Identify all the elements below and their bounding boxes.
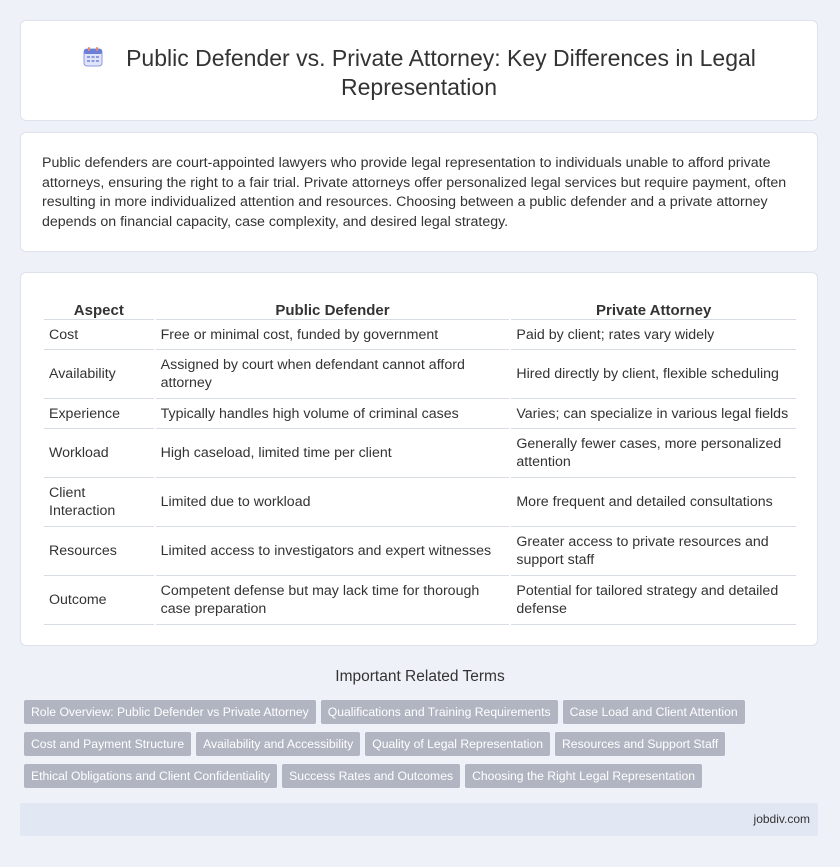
row-aspect: Cost — [44, 320, 154, 350]
row-private-attorney: Paid by client; rates vary widely — [511, 320, 796, 350]
footer-site-link[interactable]: jobdiv.com — [753, 812, 810, 826]
row-private-attorney: More frequent and detailed consultations — [511, 478, 796, 527]
comparison-card — [20, 272, 818, 646]
row-private-attorney: Greater access to private resources and support staff — [511, 527, 796, 576]
tag-case-load[interactable]: Case Load and Client Attention — [563, 700, 745, 724]
tag-success-rates[interactable]: Success Rates and Outcomes — [282, 764, 460, 788]
row-aspect: Client Interaction — [44, 478, 154, 527]
tag-role-overview[interactable]: Role Overview: Public Defender vs Private Attorney — [24, 700, 316, 724]
tag-quality[interactable]: Quality of Legal Representation — [365, 732, 550, 756]
row-private-attorney: Varies; can specialize in various legal fields — [511, 399, 796, 429]
tag-row — [24, 764, 814, 796]
table-row — [44, 399, 796, 429]
row-public-defender: Assigned by court when defendant cannot afford attorney — [156, 350, 510, 399]
title-card — [20, 20, 818, 121]
page-title-wrap — [21, 44, 817, 102]
row-private-attorney: Hired directly by client, flexible scheduling — [511, 350, 796, 399]
row-public-defender: Typically handles high volume of criminal cases — [156, 399, 510, 429]
related-terms-title: Important Related Terms — [335, 668, 505, 685]
tag-resources[interactable]: Resources and Support Staff — [555, 732, 725, 756]
tag-cost-payment[interactable]: Cost and Payment Structure — [24, 732, 191, 756]
footer — [20, 803, 818, 836]
row-aspect: Availability — [44, 350, 154, 399]
row-public-defender: High caseload, limited time per client — [156, 429, 510, 478]
table-row — [44, 527, 796, 576]
row-aspect: Experience — [44, 399, 154, 429]
tag-row — [24, 732, 814, 764]
row-public-defender: Free or minimal cost, funded by government — [156, 320, 510, 350]
tag-availability[interactable]: Availability and Accessibility — [196, 732, 360, 756]
table-row — [44, 320, 796, 350]
related-terms-tags — [24, 700, 814, 796]
comparison-table — [42, 293, 798, 625]
table-row — [44, 350, 796, 399]
row-public-defender: Competent defense but may lack time for thorough case preparation — [156, 576, 510, 625]
tag-row — [24, 700, 814, 732]
page-title: Public Defender vs. Private Attorney: Key Differences in Legal Representation — [126, 45, 756, 100]
table-row — [44, 429, 796, 478]
row-private-attorney: Potential for tailored strategy and detailed defense — [511, 576, 796, 625]
row-public-defender: Limited due to workload — [156, 478, 510, 527]
row-public-defender: Limited access to investigators and expert witnesses — [156, 527, 510, 576]
header-private-attorney: Private Attorney — [511, 293, 796, 320]
table-row — [44, 478, 796, 527]
tag-choosing-representation[interactable]: Choosing the Right Legal Representation — [465, 764, 702, 788]
tag-ethical-obligations[interactable]: Ethical Obligations and Client Confidentiality — [24, 764, 277, 788]
tag-qualifications[interactable]: Qualifications and Training Requirements — [321, 700, 558, 724]
row-aspect: Resources — [44, 527, 154, 576]
intro-paragraph: Public defenders are court-appointed lawyers who provide legal representation to individuals unable to afford private attorneys, ensuring the right to a fair trial. Private attorneys offer personalized legal services but require payment, often resulting in more individualized attention and resources. Choosing between a public defender and a private attorney depends on financial capacity, case complexity, and desired legal strategy. — [42, 155, 787, 230]
row-aspect: Outcome — [44, 576, 154, 625]
row-private-attorney: Generally fewer cases, more personalized attention — [511, 429, 796, 478]
header-aspect: Aspect — [44, 293, 154, 320]
intro-card — [20, 132, 818, 252]
table-row — [44, 576, 796, 625]
row-aspect: Workload — [44, 429, 154, 478]
header-public-defender: Public Defender — [156, 293, 510, 320]
calendar-icon — [82, 46, 104, 68]
